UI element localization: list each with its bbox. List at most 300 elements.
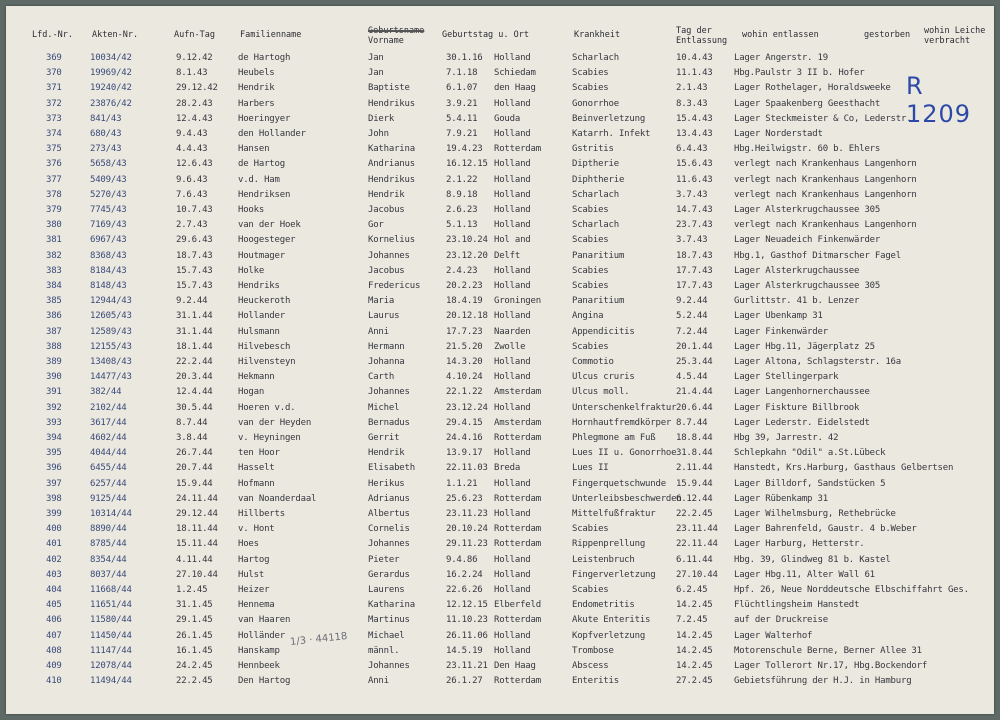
cell-vorname: Cornelis: [368, 524, 410, 535]
cell-krankheit: Scabies: [572, 265, 609, 276]
cell-lfd-nr: 400: [46, 524, 62, 535]
table-row: [6, 327, 994, 341]
cell-vorname: Hendrik: [368, 189, 405, 200]
cell-wohin-entlassen: Lager Lederstr. Eidelstedt: [734, 417, 870, 428]
cell-geburtstag: 13.9.17: [446, 448, 483, 459]
cell-vorname: Adrianus: [368, 493, 410, 504]
cell-entlassung: 6.4.43: [676, 144, 708, 155]
table-row: [6, 418, 994, 432]
cell-lfd-nr: 376: [46, 159, 62, 170]
cell-akten-nr: 11580/44: [90, 615, 132, 626]
cell-familienname: Heuckeroth: [238, 296, 291, 307]
cell-wohin-entlassen: Hbg 39, Jarrestr. 42: [734, 433, 839, 443]
cell-wohin-entlassen: verlegt nach Krankenhaus Langenhorn: [734, 159, 917, 170]
cell-akten-nr: 6967/43: [90, 235, 127, 246]
cell-akten-nr: 5658/43: [90, 159, 127, 170]
cell-geburtstag: 6.1.07: [446, 83, 478, 94]
cell-aufn-tag: 12.4.44: [176, 387, 213, 398]
cell-familienname: Hoeringyer: [238, 113, 291, 124]
cell-krankheit: Gonorrhoe: [572, 98, 619, 109]
cell-entlassung: 9.2.44: [676, 296, 708, 307]
cell-aufn-tag: 29.1.45: [176, 615, 213, 626]
cell-geburtstag: 2.4.23: [446, 265, 478, 276]
cell-aufn-tag: 27.10.44: [176, 569, 218, 580]
cell-familienname: Hekmann: [238, 372, 275, 383]
cell-krankheit: Mittelfußfraktur: [572, 509, 656, 519]
cell-geburtsort: den Haag: [494, 83, 536, 94]
cell-krankheit: Scabies: [572, 524, 609, 535]
cell-entlassung: 15.9.44: [676, 478, 713, 489]
table-row: [6, 479, 994, 493]
table-row: [6, 631, 994, 645]
cell-vorname: Elisabeth: [368, 463, 415, 474]
cell-krankheit: Scabies: [572, 68, 609, 79]
cell-krankheit: Scharlach: [572, 189, 619, 200]
cell-krankheit: Rippenprellung: [572, 539, 646, 550]
cell-geburtstag: 2.6.23: [446, 205, 478, 215]
cell-geburtsort: Hol and: [494, 235, 531, 246]
cell-vorname: Johannes: [368, 539, 410, 550]
cell-wohin-entlassen: Gurlittstr. 41 b. Lenzer: [734, 296, 860, 307]
table-row: [6, 220, 994, 234]
cell-vorname: Maria: [368, 296, 395, 307]
cell-wohin-entlassen: Lager Ubenkamp 31: [734, 311, 823, 322]
cell-entlassung: 3.7.43: [676, 235, 708, 246]
cell-wohin-entlassen: Lager Fiskture Billbrook: [734, 402, 860, 413]
cell-lfd-nr: 410: [46, 676, 62, 687]
cell-entlassung: 8.3.43: [676, 98, 708, 109]
cell-aufn-tag: 15.9.44: [176, 478, 213, 489]
cell-geburtsort: Holland: [494, 478, 531, 489]
cell-krankheit: Akute Enteritis: [572, 615, 651, 626]
header-aufn-tag: Aufn-Tag: [174, 30, 215, 40]
cell-vorname: männl.: [368, 645, 400, 656]
cell-lfd-nr: 373: [46, 113, 62, 124]
cell-entlassung: 15.4.43: [676, 113, 713, 124]
cell-krankheit: Unterleibsbeschwerden: [572, 493, 682, 504]
document-sheet: [6, 6, 994, 714]
cell-entlassung: 22.11.44: [676, 539, 718, 550]
cell-akten-nr: 5409/43: [90, 174, 127, 185]
cell-geburtstag: 23.11.21: [446, 661, 488, 671]
cell-akten-nr: 7745/43: [90, 205, 127, 215]
table-row: [6, 509, 994, 523]
cell-geburtstag: 22.6.26: [446, 585, 483, 595]
cell-akten-nr: 19969/42: [90, 68, 132, 79]
cell-familienname: Houtmager: [238, 250, 285, 261]
header-entlassung-2: Entlassung: [676, 36, 728, 46]
cell-akten-nr: 19240/42: [90, 83, 132, 94]
cell-lfd-nr: 375: [46, 144, 62, 155]
cell-entlassung: 5.2.44: [676, 311, 708, 322]
cell-entlassung: 6.12.44: [676, 493, 713, 504]
cell-aufn-tag: 24.2.45: [176, 661, 213, 671]
cell-wohin-entlassen: Lager Rothelager, Horaldsweeke: [734, 83, 891, 94]
table-row: [6, 114, 994, 128]
cell-wohin-entlassen: Lager Walterhof: [734, 630, 813, 641]
table-row: [6, 159, 994, 173]
cell-wohin-entlassen: Lager Bahrenfeld, Gaustr. 4 b.Weber: [734, 524, 917, 535]
table-row: [6, 311, 994, 325]
table-row: [6, 68, 994, 82]
header-gestorben: gestorben: [864, 30, 911, 40]
cell-lfd-nr: 384: [46, 281, 62, 291]
cell-wohin-entlassen: Lager Hbg.11, Jägerplatz 25: [734, 341, 875, 352]
table-row: [6, 615, 994, 629]
cell-lfd-nr: 386: [46, 311, 62, 322]
cell-wohin-entlassen: Lager Finkenwärder: [734, 326, 828, 337]
header-leiche-2: verbracht: [924, 36, 971, 46]
cell-krankheit: Angina: [572, 311, 604, 322]
cell-wohin-entlassen: Lager Angerstr. 19: [734, 53, 828, 63]
cell-krankheit: Kopfverletzung: [572, 630, 646, 641]
cell-krankheit: Unterschenkelfraktur: [572, 402, 677, 413]
cell-krankheit: Katarrh. Infekt: [572, 129, 651, 139]
cell-lfd-nr: 396: [46, 463, 62, 474]
cell-akten-nr: 13408/43: [90, 357, 132, 367]
cell-geburtstag: 23.10.24: [446, 235, 488, 246]
cell-aufn-tag: 9.4.43: [176, 129, 208, 139]
cell-entlassung: 4.5.44: [676, 372, 708, 383]
cell-entlassung: 13.4.43: [676, 129, 713, 139]
cell-geburtsort: Zwolle: [494, 341, 526, 352]
cell-lfd-nr: 394: [46, 433, 62, 443]
cell-wohin-entlassen: Lager Stellingerpark: [734, 372, 839, 383]
cell-geburtsort: Rotterdam: [494, 433, 541, 443]
cell-geburtstag: 17.7.23: [446, 326, 483, 337]
cell-vorname: Hermann: [368, 341, 405, 352]
cell-wohin-entlassen: Lager Wilhelmsburg, Rethebrücke: [734, 509, 896, 519]
table-row: [6, 646, 994, 660]
cell-geburtstag: 5.1.13: [446, 220, 478, 231]
cell-vorname: Gerrit: [368, 433, 400, 443]
cell-aufn-tag: 30.5.44: [176, 402, 213, 413]
cell-lfd-nr: 404: [46, 585, 62, 595]
table-row: [6, 266, 994, 280]
cell-entlassung: 17.7.43: [676, 265, 713, 276]
cell-lfd-nr: 390: [46, 372, 62, 383]
cell-aufn-tag: 20.7.44: [176, 463, 213, 474]
cell-akten-nr: 8184/43: [90, 265, 127, 276]
cell-akten-nr: 11450/44: [90, 630, 132, 641]
cell-akten-nr: 7169/43: [90, 220, 127, 231]
cell-wohin-entlassen: Hbg.1, Gasthof Ditmarscher Fagel: [734, 250, 901, 261]
cell-geburtsort: Holland: [494, 174, 531, 185]
cell-geburtstag: 12.12.15: [446, 600, 488, 611]
cell-aufn-tag: 12.4.43: [176, 113, 213, 124]
cell-geburtstag: 20.2.23: [446, 281, 483, 291]
cell-vorname: Jan: [368, 68, 384, 79]
header-akten-nr: Akten-Nr.: [92, 30, 139, 40]
cell-geburtstag: 2.1.22: [446, 174, 478, 185]
cell-geburtstag: 22.1.22: [446, 387, 483, 398]
table-row: [6, 296, 994, 310]
cell-geburtsort: Holland: [494, 357, 531, 367]
table-row: [6, 448, 994, 462]
table-row: [6, 190, 994, 204]
cell-geburtstag: 8.9.18: [446, 189, 478, 200]
cell-geburtsort: Breda: [494, 463, 521, 474]
cell-familienname: Hofmann: [238, 478, 275, 489]
cell-akten-nr: 8368/43: [90, 250, 127, 261]
cell-vorname: Michel: [368, 402, 400, 413]
cell-akten-nr: 6455/44: [90, 463, 127, 474]
cell-familienname: Hoes: [238, 539, 259, 550]
cell-geburtsort: Amsterdam: [494, 387, 541, 398]
cell-geburtstag: 22.11.03: [446, 463, 488, 474]
cell-krankheit: Scharlach: [572, 220, 619, 231]
cell-krankheit: Phlegmone am Fuß: [572, 433, 656, 443]
cell-vorname: Katharina: [368, 144, 415, 155]
cell-vorname: Johanna: [368, 357, 405, 367]
cell-aufn-tag: 12.6.43: [176, 159, 213, 170]
cell-lfd-nr: 402: [46, 554, 62, 565]
table-row: [6, 372, 994, 386]
cell-geburtsort: Holland: [494, 569, 531, 580]
cell-akten-nr: 5270/43: [90, 189, 127, 200]
cell-krankheit: Scabies: [572, 235, 609, 246]
cell-entlassung: 25.3.44: [676, 357, 713, 367]
cell-geburtsort: Rotterdam: [494, 493, 541, 504]
cell-vorname: Jacobus: [368, 205, 405, 215]
cell-akten-nr: 23876/42: [90, 98, 132, 109]
cell-akten-nr: 8354/44: [90, 554, 127, 565]
cell-lfd-nr: 395: [46, 448, 62, 459]
cell-entlassung: 6.2.45: [676, 585, 708, 595]
cell-krankheit: Beinverletzung: [572, 113, 646, 124]
cell-geburtsort: Amsterdam: [494, 417, 541, 428]
cell-geburtsort: Groningen: [494, 296, 541, 307]
cell-lfd-nr: 409: [46, 661, 62, 671]
cell-krankheit: Leistenbruch: [572, 554, 635, 565]
cell-lfd-nr: 388: [46, 341, 62, 352]
table-row: [6, 570, 994, 584]
cell-geburtsort: Elberfeld: [494, 600, 541, 611]
cell-geburtstag: 20.12.18: [446, 311, 488, 322]
cell-aufn-tag: 1.2.45: [176, 585, 208, 595]
cell-familienname: Hulst: [238, 569, 265, 580]
cell-aufn-tag: 22.2.44: [176, 357, 213, 367]
cell-geburtsort: Holland: [494, 53, 531, 63]
cell-wohin-entlassen: Motorenschule Berne, Berner Allee 31: [734, 645, 922, 656]
cell-akten-nr: 8037/44: [90, 569, 127, 580]
cell-familienname: Hasselt: [238, 463, 275, 474]
cell-geburtsort: Rotterdam: [494, 676, 541, 687]
cell-lfd-nr: 397: [46, 478, 62, 489]
cell-akten-nr: 11147/44: [90, 645, 132, 656]
cell-krankheit: Fingerverletzung: [572, 569, 656, 580]
cell-lfd-nr: 382: [46, 250, 62, 261]
cell-geburtstag: 21.5.20: [446, 341, 483, 352]
cell-geburtstag: 30.1.16: [446, 53, 483, 63]
table-row: [6, 555, 994, 569]
cell-wohin-entlassen: Lager Alsterkrugchaussee 305: [734, 205, 881, 215]
table-row: [6, 494, 994, 508]
cell-krankheit: Scharlach: [572, 53, 619, 63]
cell-lfd-nr: 372: [46, 98, 62, 109]
cell-wohin-entlassen: auf der Druckreise: [734, 615, 828, 626]
cell-akten-nr: 841/43: [90, 113, 122, 124]
cell-wohin-entlassen: Gebietsführung der H.J. in Hamburg: [734, 676, 912, 687]
cell-aufn-tag: 29.6.43: [176, 235, 213, 246]
cell-wohin-entlassen: Hbg.Heilwigstr. 60 b. Ehlers: [734, 144, 881, 155]
cell-akten-nr: 4602/44: [90, 433, 127, 443]
cell-krankheit: Scabies: [572, 585, 609, 595]
cell-vorname: Carth: [368, 372, 395, 383]
cell-aufn-tag: 9.6.43: [176, 174, 208, 185]
cell-entlassung: 7.2.45: [676, 615, 708, 626]
cell-familienname: de Hartogh: [238, 53, 291, 63]
cell-krankheit: Gstritis: [572, 144, 614, 155]
cell-wohin-entlassen: verlegt nach Krankenhaus Langenhorn: [734, 220, 917, 231]
cell-familienname: v. Hont: [238, 524, 275, 535]
table-row: [6, 83, 994, 97]
cell-vorname: John: [368, 129, 389, 139]
cell-geburtsort: Holland: [494, 645, 531, 656]
cell-familienname: Hartog: [238, 554, 270, 565]
cell-wohin-entlassen: verlegt nach Krankenhaus Langenhorn: [734, 174, 917, 185]
cell-akten-nr: 12944/43: [90, 296, 132, 307]
cell-familienname: de Hartog: [238, 159, 285, 170]
cell-vorname: Jacobus: [368, 265, 405, 276]
cell-vorname: Bernadus: [368, 417, 410, 428]
cell-lfd-nr: 385: [46, 296, 62, 307]
cell-akten-nr: 4044/44: [90, 448, 127, 459]
cell-aufn-tag: 9.12.42: [176, 53, 213, 63]
cell-vorname: Johannes: [368, 661, 410, 671]
cell-wohin-entlassen: Lager Spaakenberg Geesthacht: [734, 98, 881, 109]
cell-geburtsort: Den Haag: [494, 661, 536, 671]
table-row: [6, 585, 994, 599]
header-wohin: wohin entlassen: [742, 30, 819, 40]
cell-wohin-entlassen: Lager Neuadeich Finkenwärder: [734, 235, 881, 246]
cell-krankheit: Panaritium: [572, 250, 625, 261]
cell-geburtstag: 4.10.24: [446, 372, 483, 383]
cell-geburtsort: Holland: [494, 159, 531, 170]
cell-aufn-tag: 2.7.43: [176, 220, 208, 231]
cell-aufn-tag: 29.12.42: [176, 83, 218, 94]
cell-entlassung: 18.7.43: [676, 250, 713, 261]
cell-geburtstag: 9.4.86: [446, 554, 478, 565]
cell-geburtsort: Delft: [494, 250, 521, 261]
cell-aufn-tag: 15.7.43: [176, 265, 213, 276]
cell-wohin-entlassen: Lager Billdorf, Sandstücken 5: [734, 478, 886, 489]
cell-familienname: Den Hartog: [238, 676, 291, 687]
pencil-note: 1/3 · 44118: [289, 631, 348, 648]
cell-vorname: Martinus: [368, 615, 410, 626]
cell-familienname: Holke: [238, 265, 265, 276]
cell-aufn-tag: 20.3.44: [176, 372, 213, 383]
cell-lfd-nr: 370: [46, 68, 62, 79]
cell-entlassung: 6.11.44: [676, 554, 713, 565]
cell-aufn-tag: 31.1.44: [176, 311, 213, 322]
cell-wohin-entlassen: Hbg.Paulstr 3 II b. Hofer: [734, 68, 865, 79]
cell-familienname: Heizer: [238, 585, 270, 595]
cell-aufn-tag: 15.7.43: [176, 281, 213, 291]
cell-geburtstag: 16.12.15: [446, 159, 488, 170]
cell-lfd-nr: 393: [46, 417, 62, 428]
cell-geburtstag: 7.9.21: [446, 129, 478, 139]
cell-akten-nr: 14477/43: [90, 372, 132, 383]
cell-familienname: Hoeren v.d.: [238, 402, 296, 413]
cell-entlassung: 18.8.44: [676, 433, 713, 443]
cell-entlassung: 14.2.45: [676, 630, 713, 641]
cell-akten-nr: 12078/44: [90, 661, 132, 671]
cell-krankheit: Commotio: [572, 357, 614, 367]
table-row: [6, 251, 994, 265]
cell-entlassung: 20.6.44: [676, 402, 713, 413]
cell-wohin-entlassen: Lager Rübenkamp 31: [734, 493, 828, 504]
cell-geburtsort: Holland: [494, 281, 531, 291]
cell-familienname: van Haaren: [238, 615, 291, 626]
cell-lfd-nr: 405: [46, 600, 62, 611]
cell-krankheit: Endometritis: [572, 600, 635, 611]
cell-wohin-entlassen: Schlepkahn "Odil" a.St.Lübeck: [734, 448, 886, 459]
cell-akten-nr: 8785/44: [90, 539, 127, 550]
cell-geburtstag: 3.9.21: [446, 98, 478, 109]
cell-lfd-nr: 383: [46, 265, 62, 276]
cell-krankheit: Diphtherie: [572, 174, 625, 185]
cell-familienname: van Noanderdaal: [238, 493, 317, 504]
cell-geburtstag: 23.11.23: [446, 509, 488, 519]
cell-entlassung: 7.2.44: [676, 326, 708, 337]
cell-lfd-nr: 374: [46, 129, 62, 139]
cell-aufn-tag: 18.1.44: [176, 341, 213, 352]
cell-vorname: Fredericus: [368, 281, 421, 291]
cell-familienname: Hoogesteger: [238, 235, 296, 246]
cell-akten-nr: 12155/43: [90, 341, 132, 352]
cell-lfd-nr: 378: [46, 189, 62, 200]
cell-aufn-tag: 7.6.43: [176, 189, 208, 200]
cell-lfd-nr: 407: [46, 630, 62, 641]
header-geburtstag: Geburtstag u. Ort: [442, 30, 529, 40]
cell-krankheit: Appendicitis: [572, 326, 635, 337]
cell-familienname: Hendrik: [238, 83, 275, 94]
cell-geburtstag: 26.1.27: [446, 676, 483, 687]
table-row: [6, 524, 994, 538]
cell-entlassung: 17.7.43: [676, 281, 713, 291]
cell-wohin-entlassen: verlegt nach Krankenhaus Langenhorn: [734, 189, 917, 200]
cell-geburtstag: 25.6.23: [446, 493, 483, 504]
cell-entlassung: 15.6.43: [676, 159, 713, 170]
cell-wohin-entlassen: Lager Tollerort Nr.17, Hbg.Bockendorf: [734, 661, 928, 671]
cell-aufn-tag: 16.1.45: [176, 645, 213, 656]
cell-geburtsort: Holland: [494, 98, 531, 109]
cell-wohin-entlassen: Lager Alsterkrugchaussee: [734, 265, 860, 276]
cell-krankheit: Scabies: [572, 205, 609, 215]
cell-vorname: Katharina: [368, 600, 415, 611]
cell-akten-nr: 11494/44: [90, 676, 132, 687]
cell-familienname: v. Heyningen: [238, 433, 301, 443]
cell-akten-nr: 10034/42: [90, 53, 132, 63]
cell-aufn-tag: 15.11.44: [176, 539, 218, 550]
cell-geburtstag: 7.1.18: [446, 68, 478, 79]
cell-geburtstag: 29.4.15: [446, 417, 483, 428]
cell-entlassung: 14.2.45: [676, 645, 713, 656]
cell-entlassung: 21.4.44: [676, 387, 713, 398]
cell-geburtsort: Holland: [494, 129, 531, 139]
header-familienname: Familienname: [240, 30, 302, 40]
cell-familienname: Hilvebesch: [238, 341, 291, 352]
cell-geburtstag: 20.10.24: [446, 524, 488, 535]
cell-wohin-entlassen: Flüchtlingsheim Hanstedt: [734, 600, 860, 611]
cell-vorname: Dierk: [368, 113, 395, 124]
table-row: [6, 281, 994, 295]
cell-geburtsort: Gouda: [494, 113, 521, 124]
cell-entlassung: 3.7.43: [676, 189, 708, 200]
cell-entlassung: 2.11.44: [676, 463, 713, 474]
cell-lfd-nr: 381: [46, 235, 62, 246]
